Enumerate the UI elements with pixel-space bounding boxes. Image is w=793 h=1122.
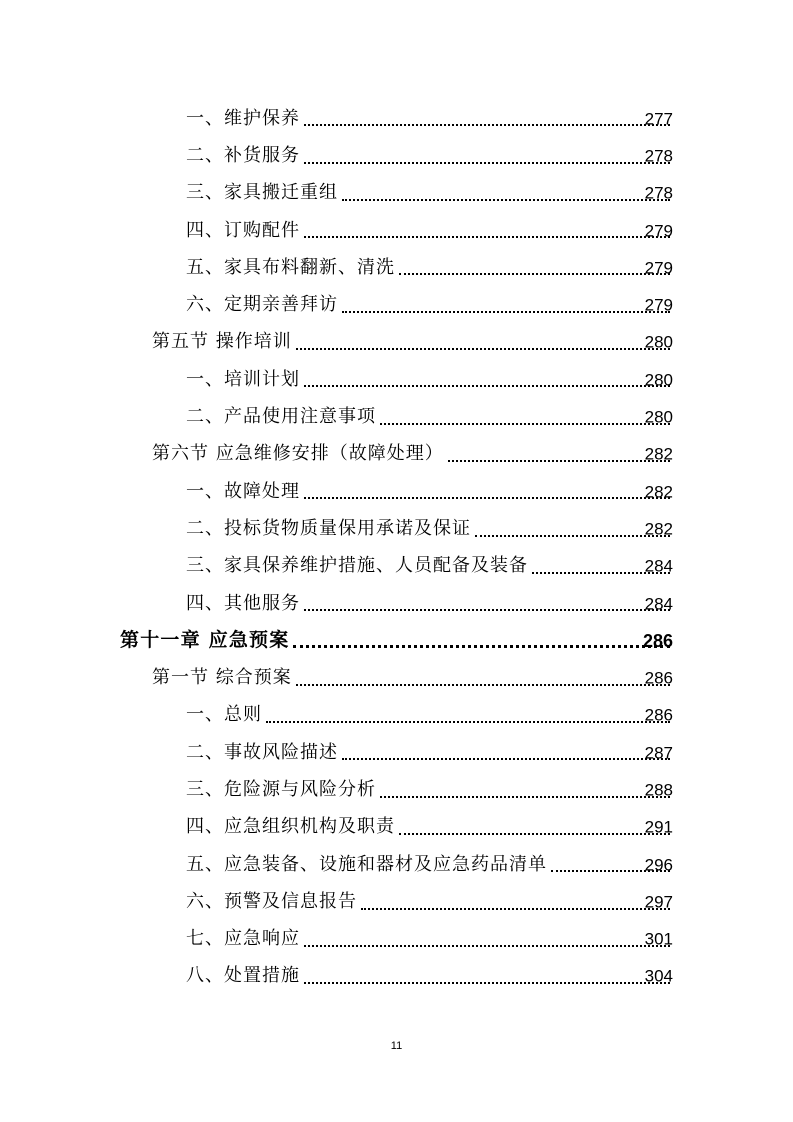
toc-entry[interactable]: 一、故障处理 282 (186, 480, 673, 502)
toc-dot-leader (342, 310, 670, 313)
toc-entry[interactable]: 七、应急响应 301 (186, 928, 673, 950)
toc-entry[interactable]: 五、家具布料翻新、清洗 279 (186, 256, 673, 278)
toc-entry-title: 五、家具布料翻新、清洗 (186, 256, 395, 278)
toc-entry-title: 三、危险源与风险分析 (186, 778, 376, 800)
toc-entry[interactable]: 二、补货服务 278 (186, 144, 673, 166)
toc-dot-leader (399, 832, 670, 835)
toc-dot-leader (304, 161, 670, 164)
toc-entry-title: 二、投标货物质量保用承诺及保证 (186, 517, 471, 539)
toc-entry-title: 三、家具保养维护措施、人员配备及装备 (186, 555, 528, 577)
toc-entry[interactable]: 三、家具保养维护措施、人员配备及装备 284 (186, 555, 673, 577)
toc-entry-title: 第五节 操作培训 (152, 331, 292, 353)
toc-dot-leader (296, 347, 670, 350)
toc-dot-leader (293, 644, 670, 648)
toc-entry[interactable]: 四、应急组织机构及职责 291 (186, 816, 673, 838)
toc-chapter-entry[interactable]: 第十一章 应急预案 286 (120, 629, 673, 652)
toc-entry[interactable]: 二、事故风险描述 287 (186, 741, 673, 763)
page-number: 11 (390, 1040, 403, 1052)
toc-entry-title: 第一节 综合预案 (152, 667, 292, 689)
toc-dot-leader (448, 459, 670, 462)
toc-entry-title: 四、其他服务 (186, 592, 300, 614)
toc-entry[interactable]: 三、危险源与风险分析 288 (186, 778, 673, 800)
table-of-contents (0, 100, 793, 995)
toc-entry[interactable]: 三、家具搬迁重组 278 (186, 182, 673, 204)
toc-entry[interactable]: 四、订购配件 279 (186, 219, 673, 241)
toc-dot-leader (342, 757, 670, 760)
toc-dot-leader (380, 795, 670, 798)
toc-dot-leader (304, 235, 670, 238)
toc-dot-leader (399, 272, 670, 275)
toc-entry[interactable]: 六、预警及信息报告 297 (186, 890, 673, 912)
toc-entry-title: 六、预警及信息报告 (186, 890, 357, 912)
toc-entry[interactable]: 二、产品使用注意事项 280 (186, 406, 673, 428)
toc-dot-leader (342, 198, 670, 201)
toc-entry-title: 五、应急装备、设施和器材及应急药品清单 (186, 853, 547, 875)
toc-entry-title: 第六节 应急维修安排（故障处理） (152, 443, 444, 465)
toc-entry-title: 第十一章 应急预案 (120, 629, 290, 652)
toc-section-entry[interactable]: 第五节 操作培训 280 (152, 331, 673, 353)
toc-dot-leader (304, 944, 670, 947)
toc-entry-title: 八、处置措施 (186, 965, 300, 987)
toc-section-entry[interactable]: 第一节 综合预案 286 (152, 667, 673, 689)
toc-dot-leader (304, 123, 670, 126)
toc-dot-leader (304, 384, 670, 387)
toc-entry-title: 三、家具搬迁重组 (186, 182, 338, 204)
toc-entry-title: 二、事故风险描述 (186, 741, 338, 763)
toc-entry-title: 四、订购配件 (186, 219, 300, 241)
toc-entry[interactable]: 六、定期亲善拜访 279 (186, 294, 673, 316)
toc-dot-leader (296, 683, 670, 686)
toc-entry-title: 四、应急组织机构及职责 (186, 816, 395, 838)
toc-entry-title: 六、定期亲善拜访 (186, 294, 338, 316)
toc-entry-title: 二、产品使用注意事项 (186, 406, 376, 428)
toc-entry[interactable]: 一、培训计划 280 (186, 368, 673, 390)
toc-entry[interactable]: 四、其他服务 284 (186, 592, 673, 614)
toc-entry-title: 一、培训计划 (186, 368, 300, 390)
toc-entry[interactable]: 八、处置措施 304 (186, 965, 673, 987)
toc-dot-leader (304, 608, 670, 611)
toc-dot-leader (304, 496, 670, 499)
toc-entry-title: 七、应急响应 (186, 928, 300, 950)
toc-entry[interactable]: 一、总则 286 (186, 704, 673, 726)
toc-entry-title: 一、故障处理 (186, 480, 300, 502)
toc-entry-title: 一、维护保养 (186, 107, 300, 129)
toc-entry[interactable]: 五、应急装备、设施和器材及应急药品清单 296 (186, 853, 673, 875)
toc-entry-title: 一、总则 (186, 704, 262, 726)
toc-dot-leader (380, 422, 670, 425)
toc-entry-title: 二、补货服务 (186, 144, 300, 166)
toc-section-entry[interactable]: 第六节 应急维修安排（故障处理） 282 (152, 443, 673, 465)
toc-entry[interactable]: 一、维护保养 277 (186, 107, 673, 129)
toc-dot-leader (475, 534, 670, 537)
toc-dot-leader (304, 981, 670, 984)
toc-entry[interactable]: 二、投标货物质量保用承诺及保证 282 (186, 517, 673, 539)
toc-dot-leader (266, 720, 670, 723)
toc-dot-leader (361, 907, 670, 910)
